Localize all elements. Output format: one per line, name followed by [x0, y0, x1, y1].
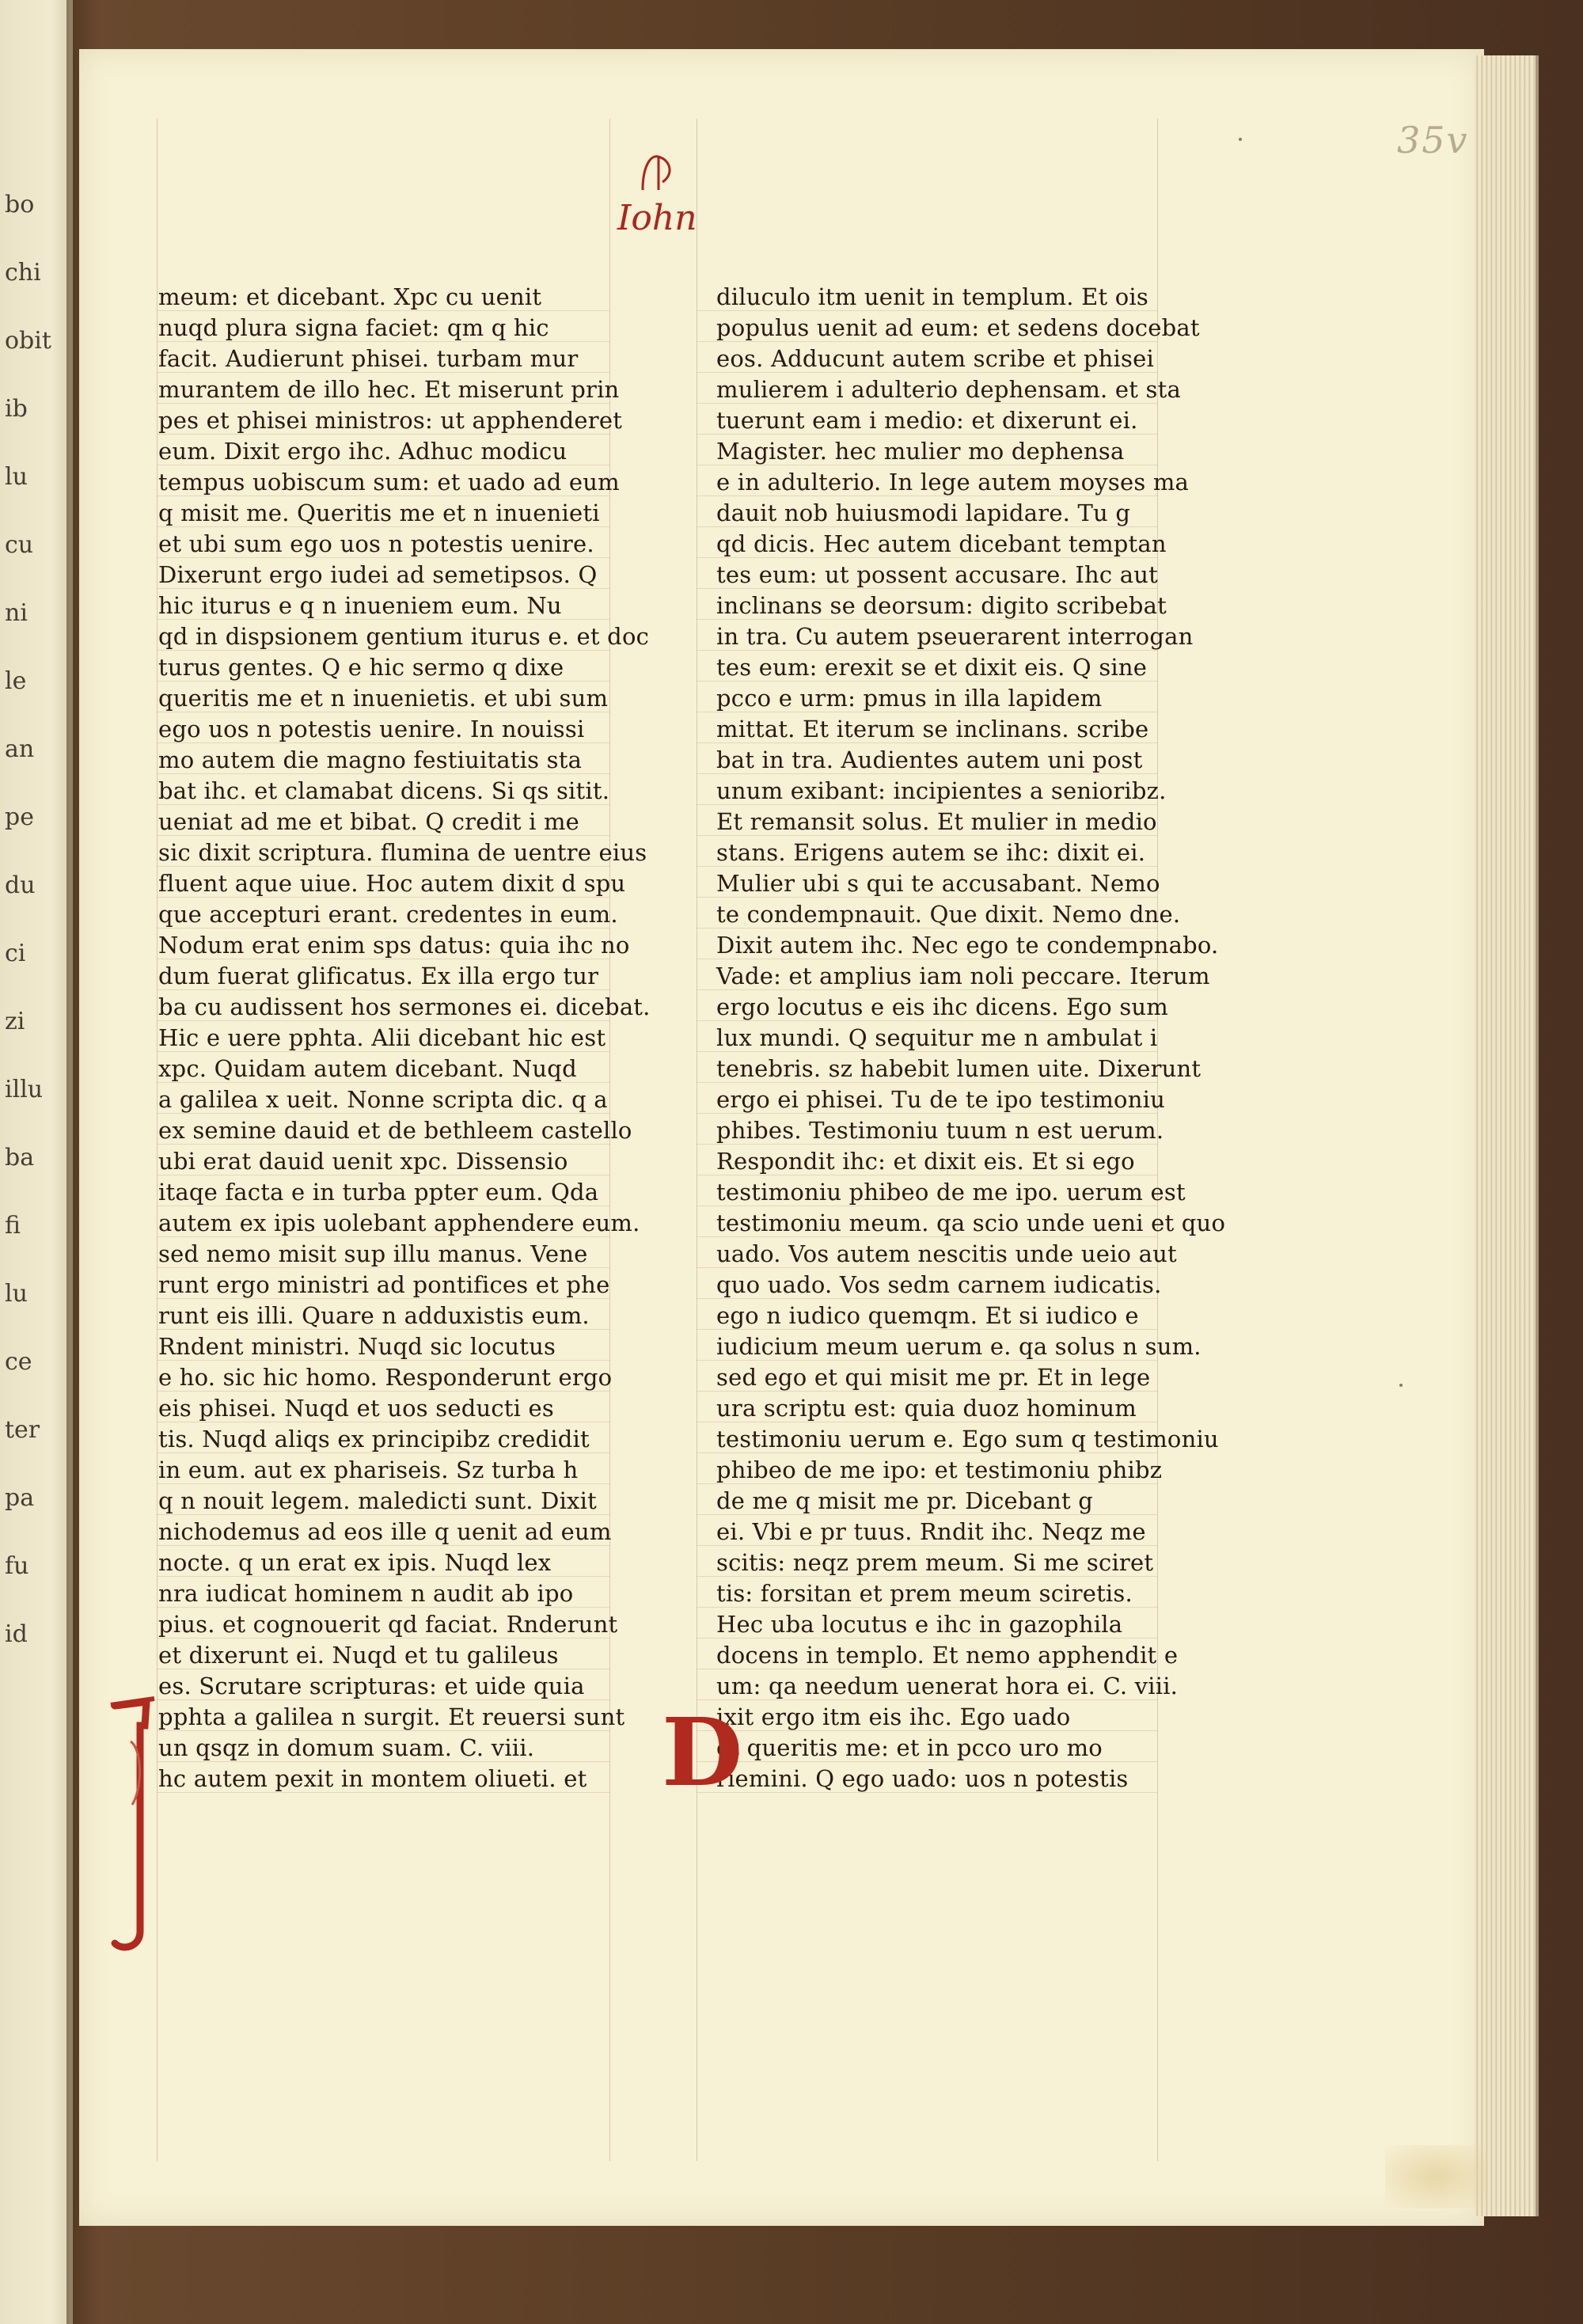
left-page-fragment: pa: [5, 1484, 35, 1512]
manuscript-line: populus uenit ad eum: et sedens docebat: [716, 314, 1200, 341]
flourish-ornament: [635, 150, 682, 198]
page-fore-edge: [1474, 55, 1539, 2216]
manuscript-line: meum: et dicebant. Xpc cu uenit: [158, 283, 542, 310]
manuscript-line: quo uado. Vos sedm carnem iudicatis.: [716, 1271, 1162, 1298]
manuscript-line: ex semine dauid et de bethleem castello: [158, 1117, 632, 1144]
manuscript-line: autem ex ipis uolebant apphendere eum.: [158, 1209, 640, 1236]
manuscript-line: q misit me. Queritis me et n inuenieti: [158, 499, 600, 526]
manuscript-line: in eum. aut ex phariseis. Sz turba h: [158, 1456, 579, 1483]
manuscript-line: Hec uba locutus e ihc in gazophila: [716, 1611, 1123, 1638]
manuscript-line: scitis: neqz prem meum. Si me sciret: [716, 1549, 1154, 1576]
manuscript-line: hc autem pexit in montem oliueti. et: [158, 1765, 587, 1792]
manuscript-line: que accepturi erant. credentes in eum.: [158, 901, 618, 928]
manuscript-line: Magister. hec mulier mo dephensa: [716, 438, 1125, 465]
manuscript-line: q n nouit legem. maledicti sunt. Dixit: [158, 1487, 597, 1514]
left-page-fragment: illu: [5, 1076, 44, 1103]
manuscript-line: Rndent ministri. Nuqd sic locutus: [158, 1333, 556, 1360]
manuscript-line: Dixerunt ergo iudei ad semetipsos. Q: [158, 561, 598, 588]
manuscript-line: sed nemo misit sup illu manus. Vene: [158, 1240, 588, 1267]
manuscript-line: runt ergo ministri ad pontifices et phe: [158, 1271, 610, 1298]
left-page-fragment: lu: [5, 1280, 28, 1308]
manuscript-line: testimoniu uerum e. Ego sum q testimoniu: [716, 1426, 1219, 1452]
left-page-fragment: cu: [5, 531, 34, 559]
manuscript-line: testimoniu meum. qa scio unde ueni et quo: [716, 1209, 1226, 1236]
left-page-fragment: zi: [5, 1008, 25, 1035]
manuscript-line: Respondit ihc: et dixit eis. Et si ego: [716, 1148, 1135, 1175]
pen-mark: [1239, 138, 1242, 141]
running-head-text: Iohn: [617, 198, 697, 238]
manuscript-line: Dixit autem ihc. Nec ego te condempnabo.: [716, 932, 1219, 959]
left-page-fragment: obit: [5, 327, 51, 355]
manuscript-line: tis. Nuqd aliqs ex principibz credidit: [158, 1426, 590, 1452]
left-page-fragment: ib: [5, 395, 28, 423]
manuscript-line: in tra. Cu autem pseuerarent interrogan: [716, 623, 1194, 650]
manuscript-line: tes eum: erexit se et dixit eis. Q sine: [716, 654, 1148, 681]
manuscript-line: mulierem i adulterio dephensam. et sta: [716, 376, 1181, 403]
manuscript-line: tis: forsitan et prem meum sciretis.: [716, 1580, 1133, 1607]
left-page-fragment: fi: [5, 1212, 21, 1240]
text-column-right: [716, 282, 1226, 1794]
manuscript-line: Et remansit solus. Et mulier in medio: [716, 808, 1157, 835]
manuscript-line: um: qa needum uenerat hora ei. C. viii.: [716, 1673, 1179, 1699]
decorated-initial-d: D: [662, 1697, 743, 1807]
manuscript-line: ubi erat dauid uenit xpc. Dissensio: [158, 1148, 568, 1175]
running-head: [617, 198, 697, 238]
manuscript-line: un qsqz in domum suam. C. viii.: [158, 1734, 535, 1761]
manuscript-line: mittat. Et iterum se inclinans. scribe: [716, 716, 1149, 742]
manuscript-line: Vade: et amplius iam noli peccare. Iterum: [716, 963, 1210, 989]
manuscript-line: et dixerunt ei. Nuqd et tu galileus: [158, 1642, 559, 1669]
manuscript-line: eis phisei. Nuqd et uos seducti es: [158, 1395, 554, 1422]
manuscript-line: unum exibant: incipientes a senioribz.: [716, 777, 1167, 804]
manuscript-line: qd dicis. Hec autem dicebant temptan: [716, 530, 1167, 557]
manuscript-line: stans. Erigens autem se ihc: dixit ei.: [716, 839, 1146, 866]
manuscript-line: docens in templo. Et nemo apphendit e: [716, 1642, 1179, 1669]
manuscript-line: ueniat ad me et bibat. Q credit i me: [158, 808, 580, 835]
manuscript-line: fluent aque uiue. Hoc autem dixit d spu: [158, 870, 626, 897]
manuscript-line: a galilea x ueit. Nonne scripta dic. q a: [158, 1086, 608, 1113]
manuscript-line: e in adulterio. In lege autem moyses ma: [716, 469, 1190, 496]
manuscript-line: ixit ergo itm eis ihc. Ego uado: [716, 1703, 1071, 1730]
manuscript-line: phibes. Testimoniu tuum n est uerum.: [716, 1117, 1164, 1144]
folio-number: 35v: [1397, 119, 1469, 161]
manuscript-line: dauit nob huiusmodi lapidare. Tu g: [716, 499, 1131, 526]
vellum-stain: [1385, 2145, 1488, 2208]
manuscript-line: ura scriptu est: quia duoz hominum: [716, 1395, 1137, 1422]
left-page-fragment: fu: [5, 1552, 29, 1580]
manuscript-line: et ubi sum ego uos n potestis uenire.: [158, 530, 594, 557]
manuscript-line: bat in tra. Audientes autem uni post: [716, 746, 1143, 773]
manuscript-line: riemini. Q ego uado: uos n potestis: [716, 1765, 1129, 1792]
manuscript-line: diluculo itm uenit in templum. Et ois: [716, 283, 1148, 310]
left-page-fragment: ci: [5, 940, 26, 967]
manuscript-line: tes eum: ut possent accusare. Ihc aut: [716, 561, 1158, 588]
manuscript-line: sic dixit scriptura. flumina de uentre eius: [158, 839, 647, 866]
manuscript-line: ei. Vbi e pr tuus. Rndit ihc. Neqz me: [716, 1518, 1146, 1545]
manuscript-line: eos. Adducunt autem scribe et phisei: [716, 345, 1154, 372]
left-page-fragment: an: [5, 735, 35, 763]
manuscript-line: qd in dispsionem gentium iturus e. et doc: [158, 623, 650, 650]
manuscript-line: Mulier ubi s qui te accusabant. Nemo: [716, 870, 1160, 897]
manuscript-line: mo autem die magno festiuitatis sta: [158, 746, 583, 773]
manuscript-line: inclinans se deorsum: digito scribebat: [716, 592, 1167, 619]
manuscript-line: lux mundi. Q sequitur me n ambulat i: [716, 1024, 1158, 1051]
left-page-fragment: pe: [5, 803, 34, 831]
manuscript-line: eum. Dixit ergo ihc. Adhuc modicu: [158, 438, 568, 465]
left-page-fragment: id: [5, 1620, 28, 1648]
manuscript-line: et queritis me: et in pcco uro mo: [716, 1734, 1103, 1761]
manuscript-line: pphta a galilea n surgit. Et reuersi sunt: [158, 1703, 625, 1730]
manuscript-line: Nodum erat enim sps datus: quia ihc no: [158, 932, 630, 959]
pen-mark: [1399, 1384, 1403, 1387]
manuscript-line: facit. Audierunt phisei. turbam mur: [158, 345, 579, 372]
manuscript-line: tuerunt eam i medio: et dixerunt ei.: [716, 407, 1138, 434]
manuscript-line: testimoniu phibeo de me ipo. uerum est: [716, 1179, 1186, 1206]
manuscript-line: nra iudicat hominem n audit ab ipo: [158, 1580, 574, 1607]
manuscript-line: nichodemus ad eos ille q uenit ad eum: [158, 1518, 612, 1545]
left-page-fragment: chi: [5, 259, 41, 287]
manuscript-line: de me q misit me pr. Dicebant g: [716, 1487, 1094, 1514]
left-page-fragment: le: [5, 667, 27, 695]
manuscript-line: es. Scrutare scripturas: et uide quia: [158, 1673, 585, 1699]
manuscript-line: ego n iudico quemqm. Et si iudico e: [716, 1302, 1139, 1329]
manuscript-line: ego uos n potestis uenire. In nouissi: [158, 716, 585, 742]
manuscript-line: ergo locutus e eis ihc dicens. Ego sum: [716, 993, 1168, 1020]
manuscript-line: Hic e uere pphta. Alii dicebant hic est: [158, 1024, 606, 1051]
left-page-fragment: ni: [5, 599, 28, 627]
manuscript-line: dum fuerat glificatus. Ex illa ergo tur: [158, 963, 599, 989]
manuscript-line: itaqe facta e in turba ppter eum. Qda: [158, 1179, 599, 1206]
left-page-fragment: du: [5, 872, 36, 899]
manuscript-line: e ho. sic hic homo. Responderunt ergo: [158, 1364, 613, 1391]
manuscript-line: hic iturus e q n inueniem eum. Nu: [158, 592, 562, 619]
left-page-fragment: ce: [5, 1348, 32, 1376]
manuscript-line: queritis me et n inuenietis. et ubi sum: [158, 685, 609, 712]
left-page-fragment: ter: [5, 1416, 40, 1444]
manuscript-line: bat ihc. et clamabat dicens. Si qs sitit.: [158, 777, 610, 804]
adjoining-left-page: [0, 0, 73, 2324]
left-page-fragment: bo: [5, 191, 35, 218]
manuscript-line: uado. Vos autem nescitis unde ueio aut: [716, 1240, 1177, 1267]
manuscript-line: runt eis illi. Quare n adduxistis eum.: [158, 1302, 590, 1329]
manuscript-line: phibeo de me ipo: et testimoniu phibz: [716, 1456, 1163, 1483]
manuscript-line: tempus uobiscum sum: et uado ad eum: [158, 469, 620, 496]
left-page-fragment: ba: [5, 1144, 35, 1171]
manuscript-line: iudicium meum uerum e. qa solus n sum.: [716, 1333, 1201, 1360]
manuscript-line: ergo ei phisei. Tu de te ipo testimoniu: [716, 1086, 1165, 1113]
manuscript-line: tenebris. sz habebit lumen uite. Dixerunt: [716, 1055, 1201, 1082]
manuscript-line: murantem de illo hec. Et miserunt prin: [158, 376, 620, 403]
manuscript-line: pius. et cognouerit qd faciat. Rnderunt: [158, 1611, 618, 1638]
left-page-fragment: lu: [5, 463, 28, 491]
manuscript-line: pes et phisei ministros: ut apphenderet: [158, 407, 623, 434]
manuscript-line: te condempnauit. Que dixit. Nemo dne.: [716, 901, 1181, 928]
manuscript-line: nuqd plura signa faciet: qm q hic: [158, 314, 549, 341]
manuscript-line: nocte. q un erat ex ipis. Nuqd lex: [158, 1549, 552, 1576]
manuscript-line: xpc. Quidam autem dicebant. Nuqd: [158, 1055, 577, 1082]
manuscript-line: turus gentes. Q e hic sermo q dixe: [158, 654, 564, 681]
text-column-left: [158, 282, 651, 1794]
manuscript-line: pcco e urm: pmus in illa lapidem: [716, 685, 1103, 712]
manuscript-line: sed ego et qui misit me pr. Et in lege: [716, 1364, 1151, 1391]
manuscript-line: ba cu audissent hos sermones ei. dicebat.: [158, 993, 651, 1020]
decorated-initial-i: [99, 1694, 170, 1955]
